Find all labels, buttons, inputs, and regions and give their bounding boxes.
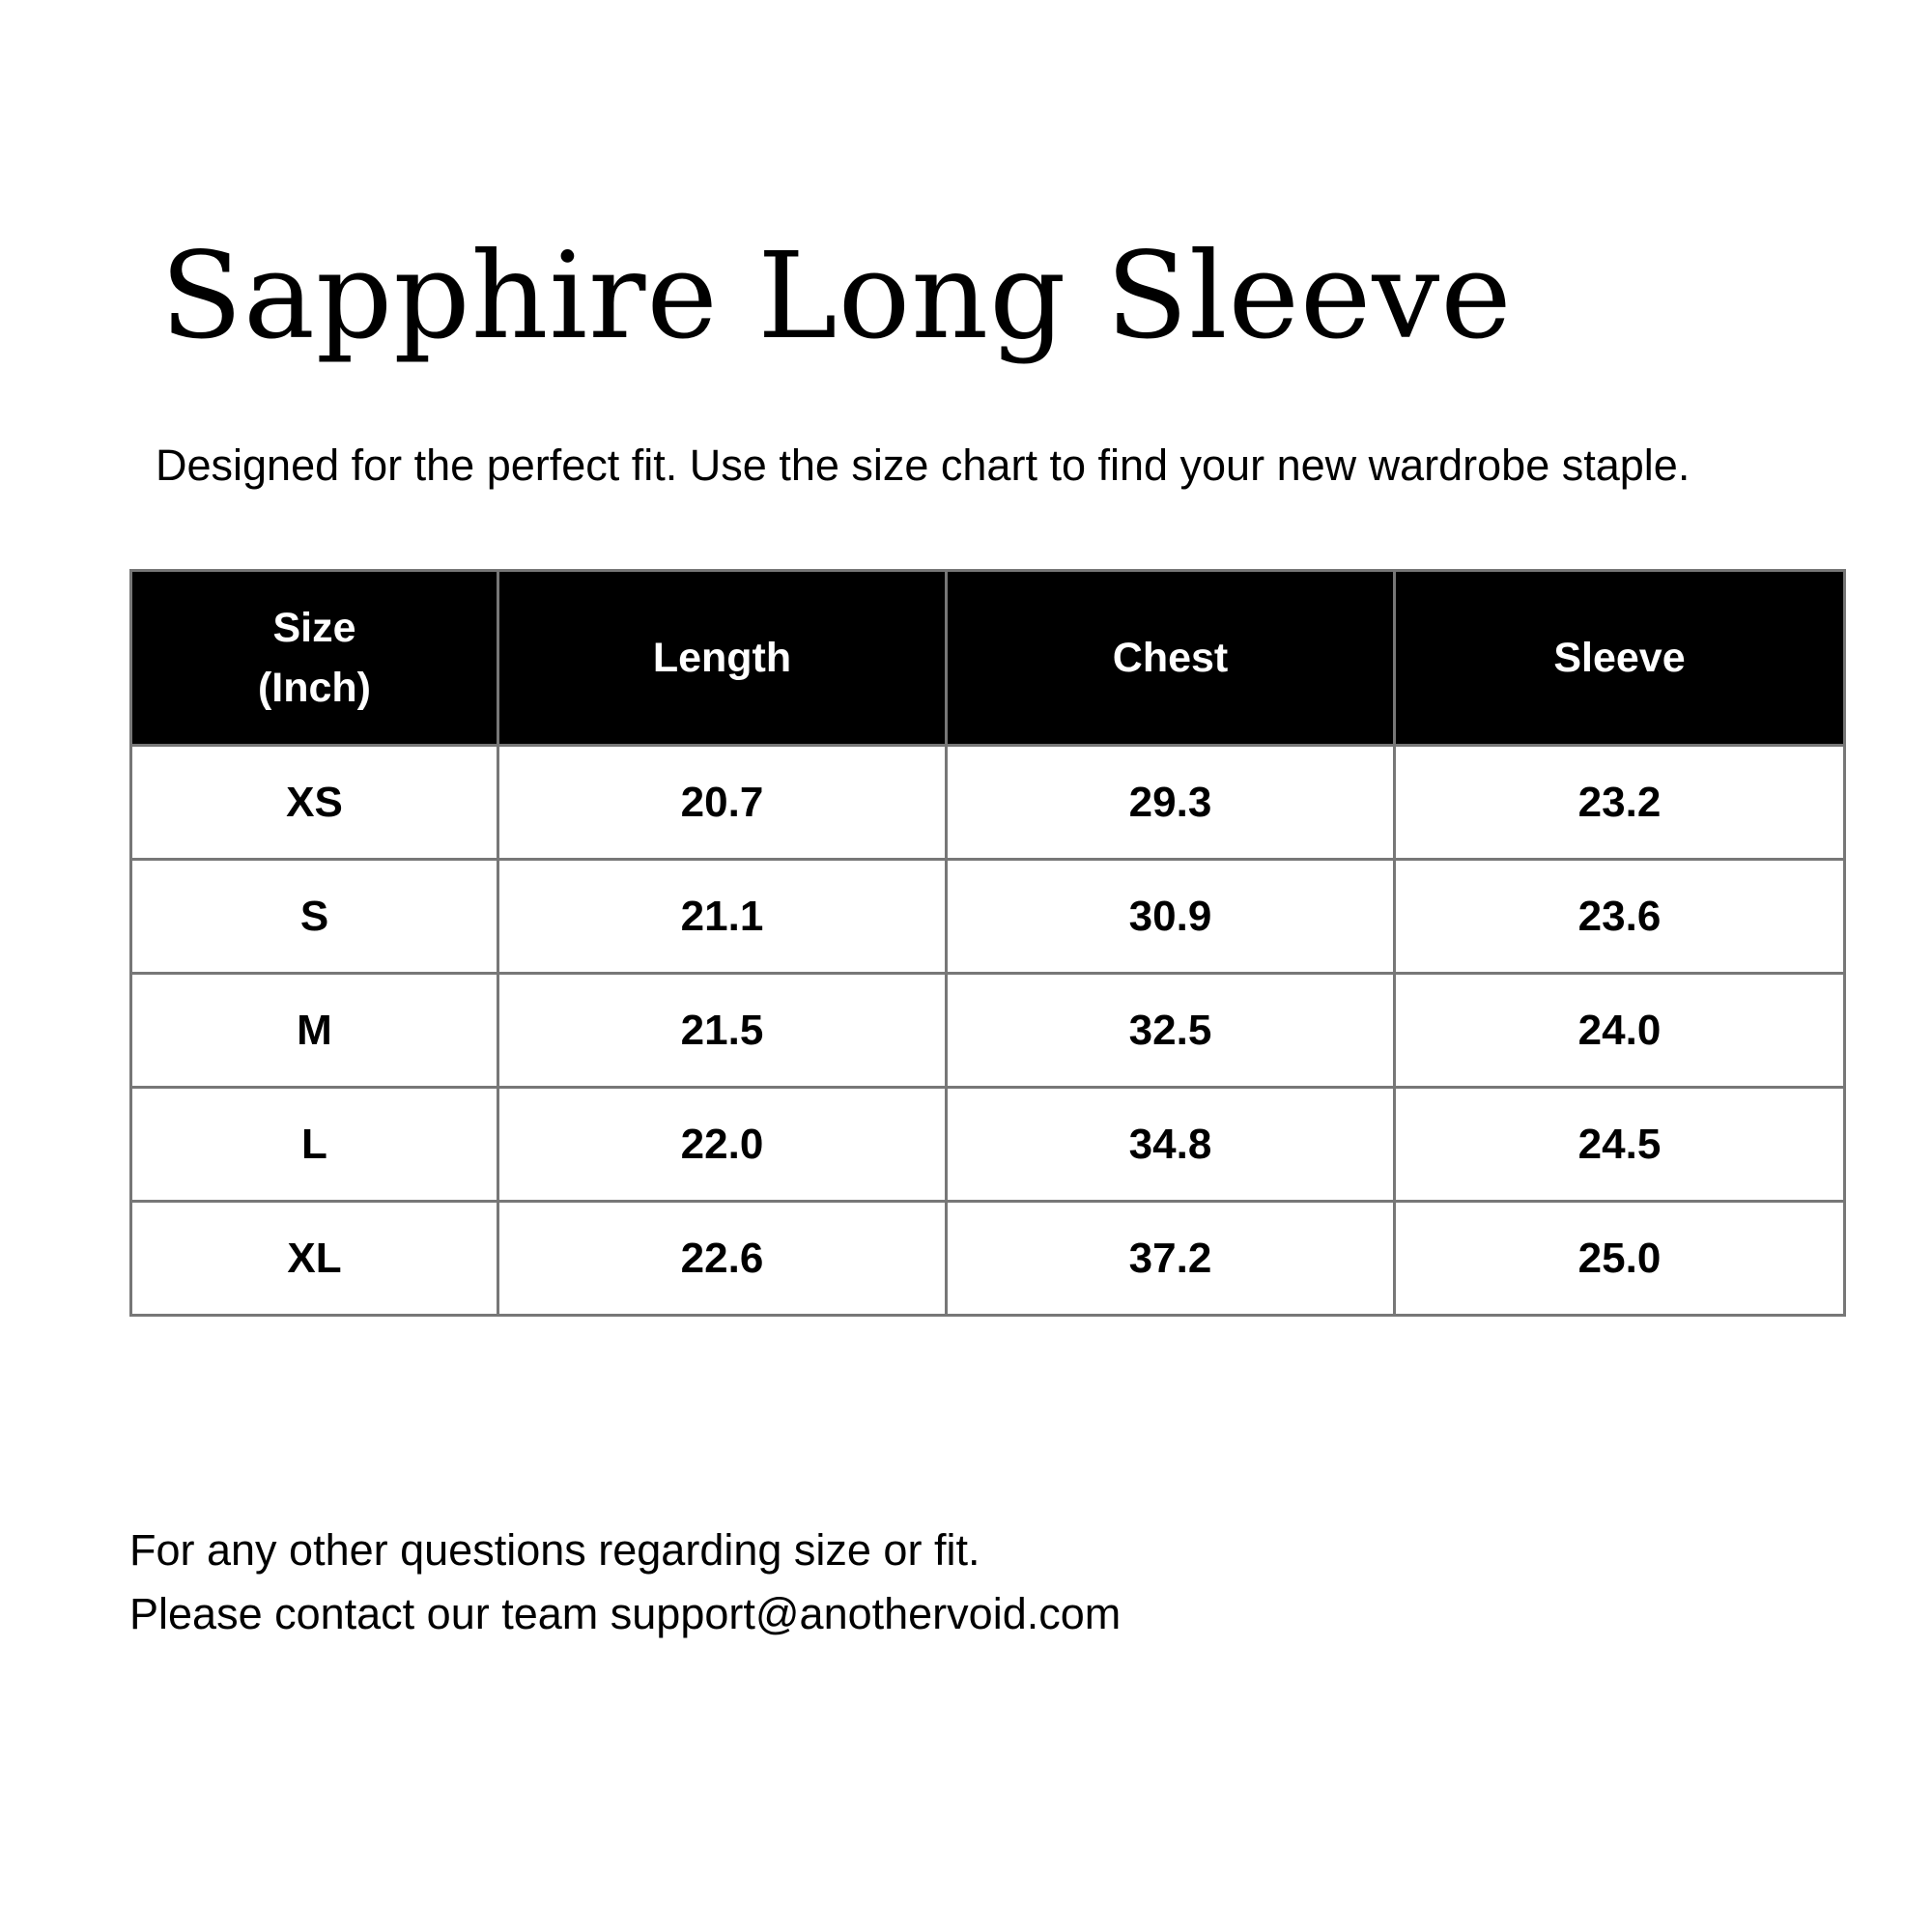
cell-sleeve: 23.2: [1395, 746, 1845, 860]
table-row: [131, 860, 1845, 974]
cell-length: 20.7: [498, 746, 947, 860]
cell-size: XL: [131, 1202, 498, 1316]
page-subtitle: Designed for the perfect fit. Use the size chart to find your new wardrobe staple.: [156, 440, 1690, 490]
header-chest: Chest: [947, 571, 1395, 746]
footer-line-questions: For any other questions regarding size or fit.: [129, 1525, 980, 1575]
table-row: [131, 1202, 1845, 1316]
cell-sleeve: 25.0: [1395, 1202, 1845, 1316]
cell-size: XS: [131, 746, 498, 860]
table-header: [131, 571, 1845, 746]
table-row: [131, 974, 1845, 1088]
footer-line-contact: Please contact our team support@anothervoid.com: [129, 1589, 1122, 1638]
cell-length: 21.1: [498, 860, 947, 974]
footer-contact: [129, 1519, 1121, 1646]
cell-chest: 30.9: [947, 860, 1395, 974]
header-sleeve: Sleeve: [1395, 571, 1845, 746]
table-header-row: [131, 571, 1845, 746]
page-title: Sapphire Long Sleeve: [160, 227, 1513, 366]
cell-size: L: [131, 1088, 498, 1202]
cell-size: M: [131, 974, 498, 1088]
table-body: [131, 746, 1845, 1316]
header-size: [131, 571, 498, 746]
header-size-unit: (Inch): [257, 665, 372, 711]
header-length: Length: [498, 571, 947, 746]
cell-chest: 34.8: [947, 1088, 1395, 1202]
header-size-label: Size: [272, 605, 356, 651]
table-row: [131, 1088, 1845, 1202]
cell-chest: 32.5: [947, 974, 1395, 1088]
cell-size: S: [131, 860, 498, 974]
cell-length: 22.0: [498, 1088, 947, 1202]
cell-chest: 37.2: [947, 1202, 1395, 1316]
cell-sleeve: 23.6: [1395, 860, 1845, 974]
cell-chest: 29.3: [947, 746, 1395, 860]
table-row: [131, 746, 1845, 860]
cell-sleeve: 24.0: [1395, 974, 1845, 1088]
cell-length: 21.5: [498, 974, 947, 1088]
size-chart-table: [129, 569, 1846, 1317]
cell-length: 22.6: [498, 1202, 947, 1316]
cell-sleeve: 24.5: [1395, 1088, 1845, 1202]
